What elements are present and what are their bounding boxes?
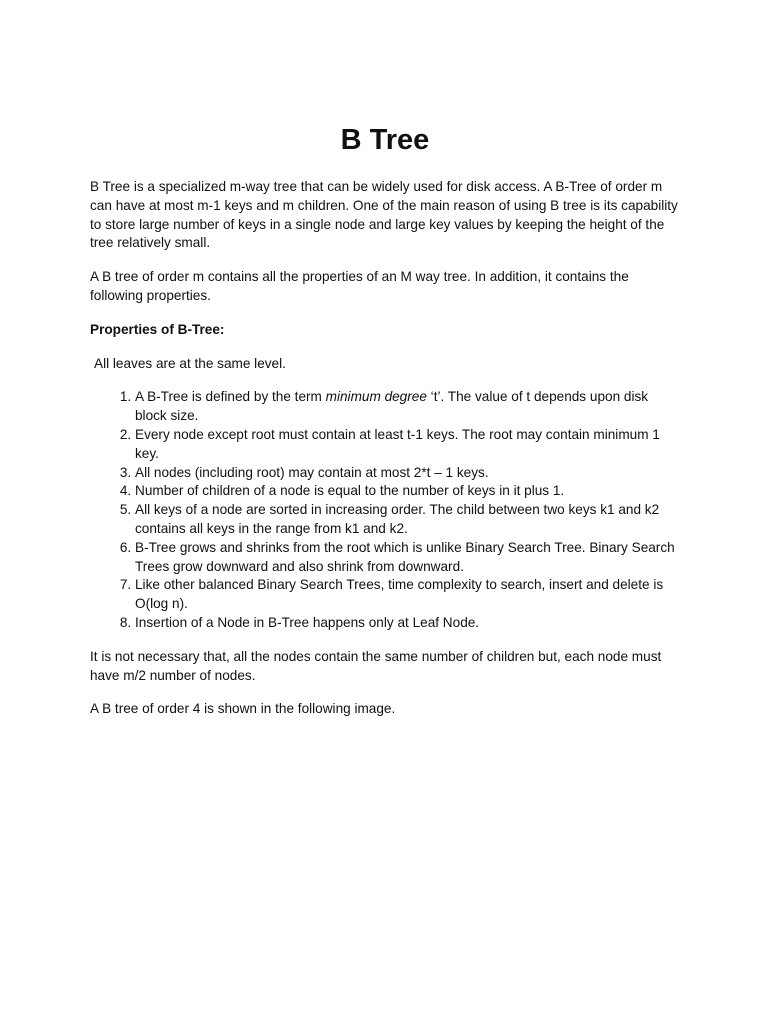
page-title: B Tree	[340, 124, 430, 156]
list-item: 5. All keys of a node are sorted in increasing order. The child between two keys k1 and k2 contains all keys in the range from k1 and k2.	[135, 501, 680, 539]
children-paragraph: It is not necessary that, all the nodes contain the same number of children but, each node must have m/2 number of nodes.	[90, 648, 662, 683]
list-item: 2. Every node except root must contain at least t-1 keys. The root may contain minimum 1 key.	[135, 426, 680, 464]
list-item: 6. B-Tree grows and shrinks from the root which is unlike Binary Search Tree. Binary Search Trees grow downward and also shrink from downward.	[135, 539, 680, 577]
list-item-text-before: A B-Tree is defined by the term	[135, 389, 326, 405]
list-item: 4. Number of children of a node is equal to the number of keys in it plus 1.	[135, 482, 680, 501]
list-item	[135, 388, 680, 426]
image-reference-line: A B tree of order 4 is shown in the following image.	[90, 701, 396, 717]
order-paragraph: A B tree of order m contains all the properties of an M way tree. In addition, it contains the following properties.	[90, 269, 629, 303]
list-item: 3. All nodes (including root) may contain at most 2*t – 1 keys.	[135, 464, 680, 483]
list-item-text-after: ‘t’. The value of t depends upon disk block size.	[135, 389, 649, 424]
list-item: 7. Like other balanced Binary Search Trees, time complexity to search, insert and delete is O(log n).	[135, 576, 680, 614]
document-body	[90, 178, 680, 734]
properties-list	[90, 388, 680, 632]
list-item: 8. Insertion of a Node in B-Tree happens only at Leaf Node.	[135, 614, 680, 633]
intro-paragraph: B Tree is a specialized m-way tree that can be widely used for disk access. A B-Tree of order m can have at most m-1 keys and m children. One of the main reason of using B tree is its capability to store large number of keys in a single node and large key values by keeping the height of the tree relatively small.	[90, 179, 678, 251]
list-item-emphasis: minimum degree	[325, 389, 427, 405]
leaves-line: All leaves are at the same level.	[94, 355, 286, 371]
properties-heading: Properties of B-Tree:	[90, 321, 225, 337]
